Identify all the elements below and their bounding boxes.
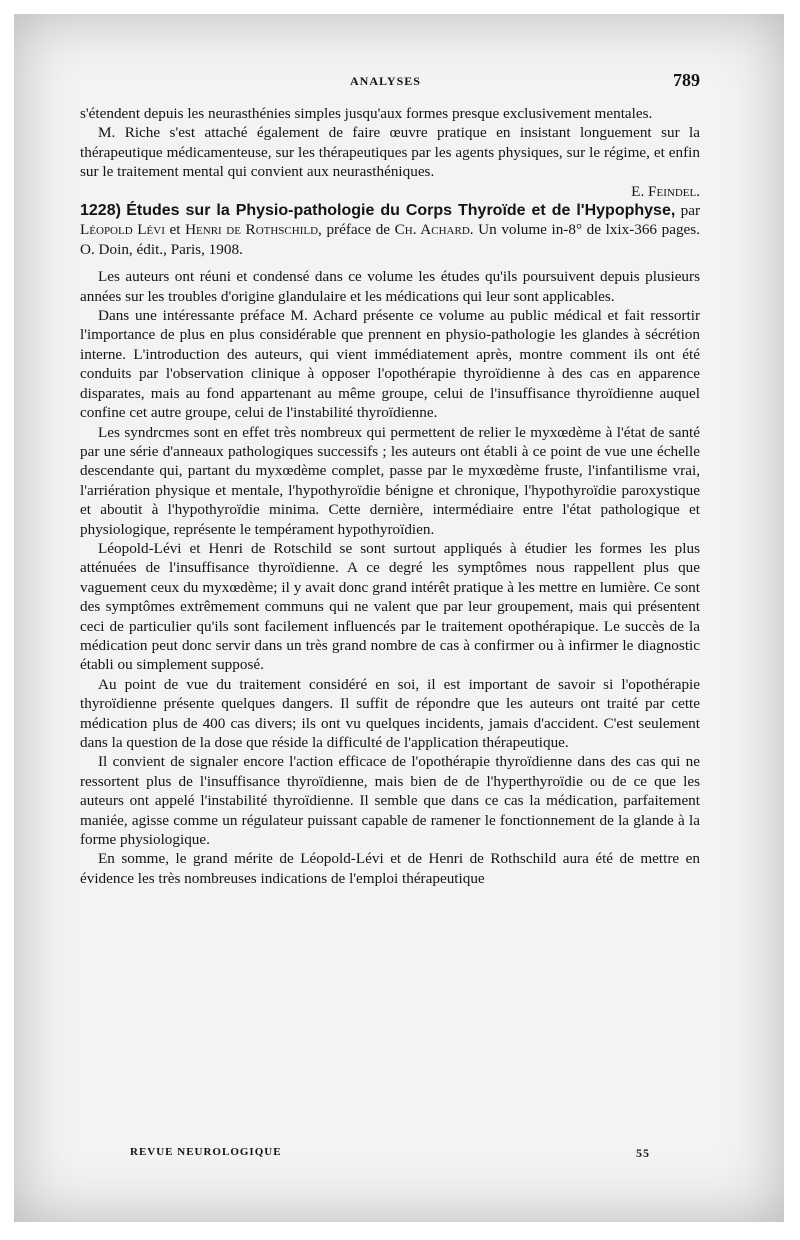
page-footer <box>130 1146 650 1166</box>
reviewer-signature <box>80 182 700 201</box>
body-paragraph-3: Les syndrcmes sont en effet très nombreux qui permettent de relier le myxœdème à l'état de santé par une série d'anneaux pathologiques successifs ; les auteurs ont établi à ce point de vue une échelle descendante qui, partant du myxœdème complet, passe par le myxœdème fruste, l'infantilisme vrai, l'arriération physique et mentale, l'hypothyroïdie bénigne et chronique, l'hypothyroïdie paroxystique et aboutit à l'hypothyroïdie minima. Cette dernière, intermédiaire entre l'état pathologique et physiologique, représente le tempérament hypothyroïdien. <box>80 423 700 538</box>
document-page <box>80 0 700 1240</box>
running-head <box>80 70 700 94</box>
entry-title: Études sur la Physio-pathologie du Corps Thyroïde et de l'Hypophyse, <box>126 202 676 220</box>
previous-review-paragraph-2: M. Riche s'est attaché également de faire œuvre pratique en insistant longuement sur la thérapeutique médicamenteuse, sur les thérapeutiques par les agents physiques, sur le régime, et enfin sur le traitement mental qui convient aux neurasthéniques. <box>80 124 700 181</box>
page-text <box>80 104 700 888</box>
entry-author-1: Léopold Lévi <box>80 221 165 239</box>
body-paragraph-6: Il convient de signaler encore l'action efficace de l'opothérapie thyroïdienne dans des cas qui ne ressortent plus de l'insuffisance thyroïdienne, mais bien de de l'hyperthyroïdie ou de ce que les auteurs ont appelé l'instabilité thyroïdienne. Il semble que dans ce cas la médication, parfaitement maniée, agisse comme un régulateur puissant capable de ramener le fonctionnement de la glande à la forme physiologique. <box>80 753 700 849</box>
previous-review-paragraph-1: s'étendent depuis les neurasthénies simples jusqu'aux formes presque exclusivement mentales. <box>80 105 653 122</box>
entry-preface-author: Ch. Achard. <box>394 221 474 239</box>
signature-text: E. Feindel. <box>631 182 700 200</box>
entry-preface: préface de <box>326 221 391 239</box>
page-number: 789 <box>673 70 700 90</box>
entry-heading <box>80 201 700 259</box>
sheet-number: 55 <box>636 1146 650 1160</box>
entry-publication: Un volume in-8° de lxix-366 pages. O. Doin, édit., Paris, 1908. <box>80 221 701 258</box>
body-paragraph-2: Dans une intéressante préface M. Achard présente ce volume au public médical et fait ressortir l'importance de plus en plus considérable que prennent en physio-pathologie les glandes à sécrétion interne. L'introduction des auteurs, qui vient immédiatement après, montre comment ils ont été conduits par l'observation clinique à opposer l'opothérapie thyroïdienne à des cas en apparence disparates, mais au fond appartenant au même groupe, celui de l'insuffisance thyroïdienne auquel confine cet autre groupe, celui de l'instabilité thyroïdienne. <box>80 307 700 422</box>
body-paragraph-5: Au point de vue du traitement considéré en soi, il est important de savoir si l'opothérapie thyroïdienne présente quelques dangers. Il suffit de répondre que les auteurs ont traité par cette médication plus de 400 cas divers; ils ont vu quelques incidents, jamais d'accident. C'est seulement dans la question de la dose que réside la difficulté de l'application thérapeutique. <box>80 675 700 751</box>
entry-author-2: Henri de Rothschild, <box>185 221 322 239</box>
body-paragraph-4: Léopold-Lévi et Henri de Rotschild se sont surtout appliqués à étudier les formes les plus atténuées de l'insuffisance thyroïdienne. A ce degré les symptômes nous rappellent plus que vaguement ceux du myxœdème; il y avait donc grand intérêt pratique à les mettre en lumière. Ce sont des symptômes extrêmement communs qui ne valent que par leur groupement, mais qui présentent ceci de particulier qu'ils sont facilement influencés par le traitement opothérapique. Le succès de la médication peut donc servir dans un très grand nombre de cas à confirmer ou à infirmer le diagnostic établi ou simplement supposé. <box>80 539 700 674</box>
entry-by: par <box>680 202 701 220</box>
review-body <box>80 267 700 888</box>
body-paragraph-7: En somme, le grand mérite de Léopold-Lévi et de Henri de Rothschild aura été de mettre en évidence les très nombreuses indications de l'emploi thérapeutique <box>80 850 700 887</box>
running-title: ANALYSES <box>350 74 421 88</box>
entry-and: et <box>169 221 181 239</box>
journal-name: REVUE NEUROLOGIQUE <box>130 1146 282 1158</box>
entry-number: 1228) <box>80 202 121 220</box>
body-paragraph-1: Les auteurs ont réuni et condensé dans ce volume les études qu'ils poursuivent depuis plusieurs années sur les troubles d'origine glandulaire et les médications qui leur sont applicables. <box>80 268 700 305</box>
